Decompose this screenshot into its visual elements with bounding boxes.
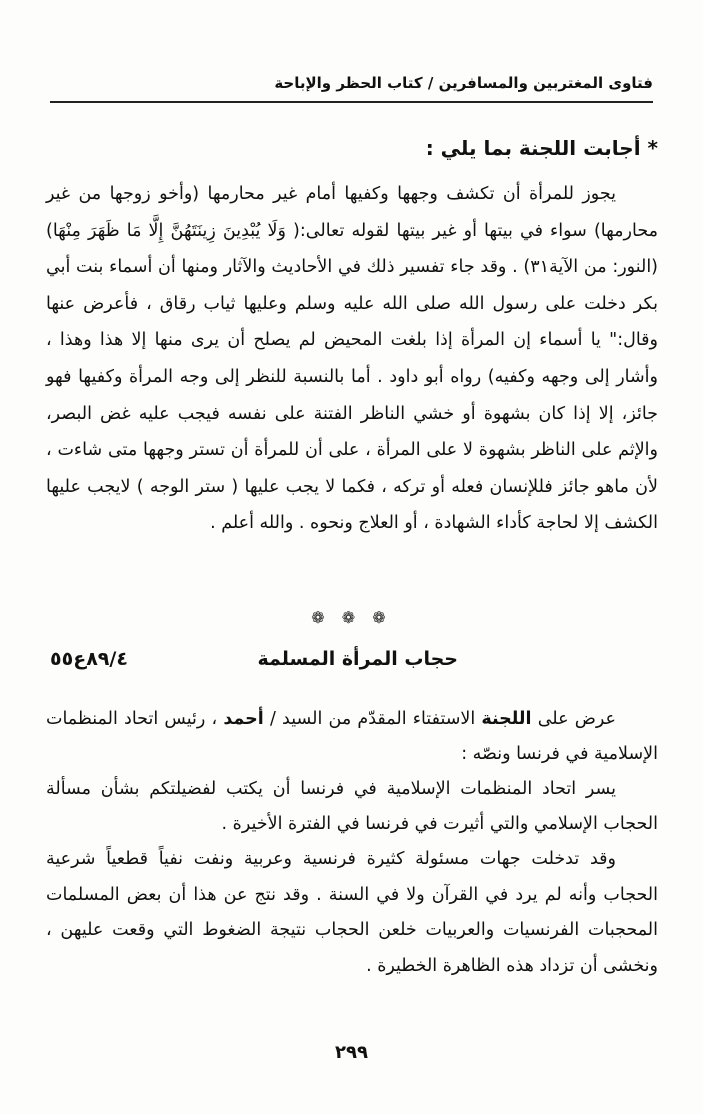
questioner-name: أحمد [223,709,264,729]
answer-heading: * أجابت اللجنة بما يلي : [425,136,658,160]
page-number: ٢٩٩ [335,1042,368,1063]
question-intro [46,702,658,772]
fatwa-number: ٨٩/٤ع٥٥ [50,648,128,670]
question-intro-text-2: الاستفتاء المقدّم من السيد / [269,709,476,729]
question-intro-text-1: عرض على [537,709,616,729]
question-paragraph-2: وقد تدخلت جهات مسئولة كثيرة فرنسية وعربية ونفت نفياً قطعياً شرعية الحجاب وأنه لم يرد في القرآن ولا في السنة . وقد نتج عن هذا أن بعض المسلمات المحجبات الفرنسيات والعربيات خلعن الحجاب نتيجة الضغوط التي وقعت عليهن ، ونخشى أن تزداد هذه الظاهرة الخطيرة . [46,849,658,976]
question-paragraph-1: يسر اتحاد المنظمات الإسلامية في فرنسا أن يكتب لفضيلتكم بشأن مسألة الحجاب الإسلامي والتي أثيرت في فرنسا في الفترة الأخيرة . [46,779,658,834]
running-header: فتاوى المغتربين والمسافرين / كتاب الحظر والإباحة [274,74,653,92]
fatwa-title: حجاب المرأة المسلمة [257,648,458,670]
question-intro-text-3: ، رئيس اتحاد المنظمات الإسلامية في فرنسا ونصّه : [46,709,658,764]
committee-name: اللجنة [481,709,532,729]
section-ornament: ❁ ❁ ❁ [311,608,392,627]
answer-body: يجوز للمرأة أن تكشف وجهها وكفيها أمام غير محارمها (وأخو زوجها من غير محارمها) سواء في بيتها أو غير بيتها لقوله تعالى:( وَلَا يُبْدِينَ زِينَتَهُنَّ إِلَّا مَا ظَهَرَ مِنْهَا) (النور: من الآية٣١) . وقد جاء تفسير ذلك في الأحاديث والآثار ومنها أن أسماء بنت أبي بكر دخلت على رسول الله صلى الله عليه وسلم وعليها ثياب رقاق ، فأعرض عنها وقال:" يا أسماء إن المرأة إذا بلغت المحيض لم يصلح أن يرى منها إلا هذا وهذا ، وأشار إلى وجهه وكفيه) رواه أبو داود . أما بالنسبة للنظر إلى وجه المرأة وكفيها فهو جائز، إلا إذا كان بشهوة أو خشي الناظر الفتنة على نفسه فيجب عليه غض البصر، والإثم على الناظر بشهوة لا على المرأة ، على أن للمرأة أن تستر وجهها متى شاءت ، لأن ماهو جائز فللإنسان فعله أو تركه ، فكما لا يجب عليها ( ستر الوجه ) لايجب عليها الكشف إلا لحاجة كأداء الشهادة ، أو العلاج ونحوه . والله أعلم . [46,184,659,534]
fatwa-title-row [50,648,658,680]
header-rule [50,101,653,103]
